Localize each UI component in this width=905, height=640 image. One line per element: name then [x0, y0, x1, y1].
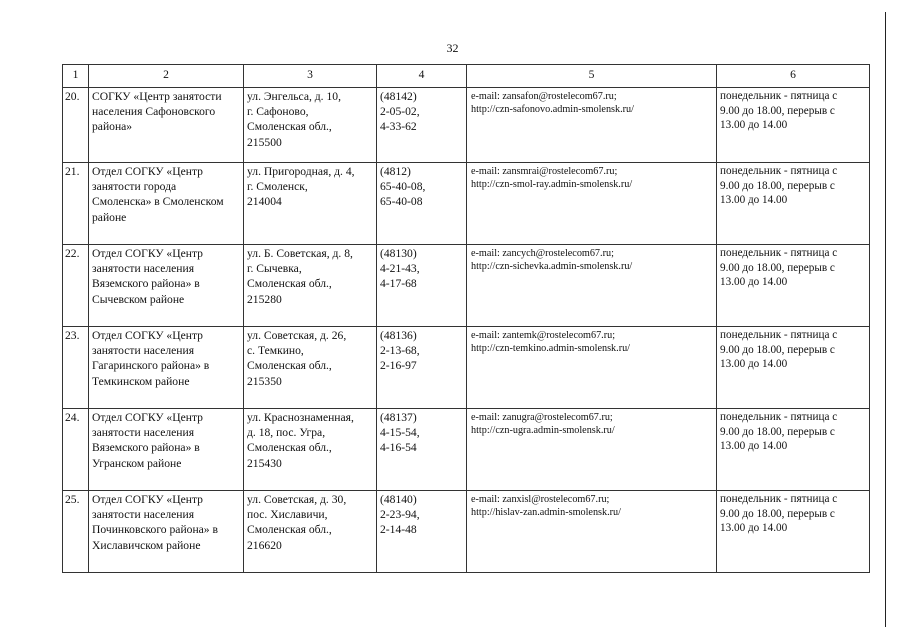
working-hours-cell — [717, 327, 870, 409]
phone-cell — [377, 491, 467, 573]
column-header-address: 3 — [244, 65, 377, 88]
address-line: с. Темкино, — [247, 344, 304, 358]
phone-cell — [377, 327, 467, 409]
table-row — [63, 327, 870, 409]
address-line: г. Сычевка, — [247, 262, 302, 276]
organization-name-line: Отдел СОГКУ «Центр — [92, 247, 203, 260]
phone-cell — [377, 409, 467, 491]
hours-line: понедельник - пятница с — [720, 493, 838, 505]
phone-line: (48142) — [380, 90, 417, 103]
address-line: Смоленская обл., — [247, 120, 332, 134]
table-header-row — [63, 65, 870, 88]
phone-line: 2-23-94, — [380, 508, 420, 522]
phone-cell — [377, 88, 467, 163]
working-hours-cell — [717, 409, 870, 491]
hours-line: 9.00 до 18.00, перерыв с — [720, 343, 835, 356]
address-line: 215350 — [247, 374, 282, 388]
organization-name-line: Вяземского района» в — [92, 277, 200, 291]
column-header-name: 2 — [89, 65, 244, 88]
address-line: Смоленская обл., — [247, 359, 332, 373]
organization-name-line: населения Сафоновского — [92, 105, 216, 119]
phone-line: 2-13-68, — [380, 344, 420, 358]
phone-cell — [377, 245, 467, 327]
contacts-cell — [467, 88, 717, 163]
page-edge-line — [885, 12, 886, 627]
table-row — [63, 88, 870, 163]
address-line: ул. Б. Советская, д. 8, — [247, 247, 353, 260]
email-text: e-mail: zanugra@rostelecom67.ru; — [471, 412, 613, 423]
email-text: e-mail: zanxisl@rostelecom67.ru; — [471, 494, 610, 505]
employment-centers-table — [62, 64, 870, 573]
address-cell — [244, 409, 377, 491]
website-link[interactable]: http://czn-safonovo.admin-smolensk.ru/ — [471, 104, 634, 115]
phone-line: 2-05-02, — [380, 105, 420, 119]
organization-name-cell — [89, 491, 244, 573]
organization-name-line: Хиславичском районе — [92, 538, 201, 552]
organization-name-line: занятости населения — [92, 508, 195, 522]
organization-name-line: Отдел СОГКУ «Центр — [92, 411, 203, 424]
column-header-number: 1 — [63, 65, 89, 88]
website-link[interactable]: http://czn-smol-ray.admin-smolensk.ru/ — [471, 179, 633, 190]
address-line: г. Сафоново, — [247, 105, 309, 119]
hours-line: понедельник - пятница с — [720, 90, 838, 102]
organization-name-line: Отдел СОГКУ «Центр — [92, 493, 203, 506]
organization-name-line: занятости населения — [92, 426, 195, 440]
organization-name-line: Сычевском районе — [92, 292, 185, 306]
table-body — [63, 88, 870, 573]
organization-name-line: Смоленска» в Смоленском — [92, 195, 224, 209]
hours-line: 9.00 до 18.00, перерыв с — [720, 179, 835, 192]
address-line: г. Смоленск, — [247, 180, 308, 194]
hours-line: 9.00 до 18.00, перерыв с — [720, 104, 835, 117]
working-hours-cell — [717, 88, 870, 163]
organization-name-line: района» — [92, 120, 133, 134]
contacts-cell — [467, 327, 717, 409]
hours-line: понедельник - пятница с — [720, 329, 838, 341]
website-link[interactable]: http://hislav-zan.admin-smolensk.ru/ — [471, 507, 621, 518]
address-cell — [244, 163, 377, 245]
hours-line: 13.00 до 14.00 — [720, 276, 788, 289]
organization-name-line: занятости населения — [92, 262, 195, 276]
hours-line: 9.00 до 18.00, перерыв с — [720, 261, 835, 274]
phone-line: 65-40-08 — [380, 195, 423, 209]
phone-line: 65-40-08, — [380, 180, 426, 194]
row-number: 20. — [63, 88, 89, 163]
address-line: ул. Советская, д. 26, — [247, 329, 347, 342]
address-line: ул. Энгельса, д. 10, — [247, 90, 341, 103]
phone-line: 4-17-68 — [380, 277, 417, 291]
hours-line: понедельник - пятница с — [720, 165, 838, 177]
working-hours-cell — [717, 245, 870, 327]
table-row — [63, 163, 870, 245]
table-row — [63, 245, 870, 327]
organization-name-line: Темкинском районе — [92, 374, 190, 388]
column-header-hours: 6 — [717, 65, 870, 88]
phone-line: 4-15-54, — [380, 426, 420, 440]
row-number: 22. — [63, 245, 89, 327]
organization-name-line: Гагаринского района» в — [92, 359, 210, 373]
address-line: Смоленская обл., — [247, 277, 332, 291]
row-number: 21. — [63, 163, 89, 245]
phone-line: 2-16-97 — [380, 359, 417, 373]
hours-line: понедельник - пятница с — [720, 411, 838, 423]
contacts-cell — [467, 163, 717, 245]
address-line: 216620 — [247, 538, 282, 552]
contacts-cell — [467, 409, 717, 491]
contacts-cell — [467, 245, 717, 327]
hours-line: 9.00 до 18.00, перерыв с — [720, 425, 835, 438]
email-text: e-mail: zansmrai@rostelecom67.ru; — [471, 166, 618, 177]
address-line: 215500 — [247, 135, 282, 149]
column-header-phone: 4 — [377, 65, 467, 88]
organization-name-line: занятости города — [92, 180, 177, 194]
table-row — [63, 409, 870, 491]
hours-line: 13.00 до 14.00 — [720, 440, 788, 453]
hours-line: 13.00 до 14.00 — [720, 522, 788, 535]
organization-name-line: районе — [92, 210, 127, 224]
address-line: 215280 — [247, 292, 282, 306]
address-line: 214004 — [247, 195, 282, 209]
phone-line: (48130) — [380, 247, 417, 260]
organization-name-line: СОГКУ «Центр занятости — [92, 90, 222, 103]
organization-name-line: Починковского района» в — [92, 523, 218, 537]
address-line: д. 18, пос. Угра, — [247, 426, 326, 440]
phone-line: (48140) — [380, 493, 417, 506]
table-row — [63, 491, 870, 573]
row-number: 23. — [63, 327, 89, 409]
phone-line: 2-14-48 — [380, 523, 417, 537]
email-text: e-mail: zansafon@rostelecom67.ru; — [471, 91, 617, 102]
email-text: e-mail: zancych@rostelecom67.ru; — [471, 248, 614, 259]
phone-line: 4-33-62 — [380, 120, 417, 134]
phone-line: (4812) — [380, 165, 411, 178]
address-line: ул. Советская, д. 30, — [247, 493, 347, 506]
phone-cell — [377, 163, 467, 245]
address-cell — [244, 327, 377, 409]
organization-name-cell — [89, 245, 244, 327]
working-hours-cell — [717, 163, 870, 245]
hours-line: понедельник - пятница с — [720, 247, 838, 259]
hours-line: 13.00 до 14.00 — [720, 194, 788, 207]
organization-name-line: Вяземского района» в — [92, 441, 200, 455]
website-link[interactable]: http://czn-sichevka.admin-smolensk.ru/ — [471, 261, 633, 272]
phone-line: 4-16-54 — [380, 441, 417, 455]
organization-name-line: Отдел СОГКУ «Центр — [92, 165, 203, 178]
page-number: 32 — [446, 41, 459, 55]
organization-name-cell — [89, 327, 244, 409]
organization-name-line: Угранском районе — [92, 456, 182, 470]
hours-line: 13.00 до 14.00 — [720, 119, 788, 132]
organization-name-cell — [89, 88, 244, 163]
address-cell — [244, 245, 377, 327]
row-number: 25. — [63, 491, 89, 573]
address-line: ул. Пригородная, д. 4, — [247, 165, 355, 178]
phone-line: 4-21-43, — [380, 262, 420, 276]
hours-line: 13.00 до 14.00 — [720, 358, 788, 371]
email-text: e-mail: zantemk@rostelecom67.ru; — [471, 330, 616, 341]
organization-name-line: Отдел СОГКУ «Центр — [92, 329, 203, 342]
phone-line: (48137) — [380, 411, 417, 424]
website-link[interactable]: http://czn-ugra.admin-smolensk.ru/ — [471, 425, 615, 436]
website-link[interactable]: http://czn-temkino.admin-smolensk.ru/ — [471, 343, 631, 354]
address-cell — [244, 88, 377, 163]
contacts-cell — [467, 491, 717, 573]
working-hours-cell — [717, 491, 870, 573]
row-number: 24. — [63, 409, 89, 491]
address-line: ул. Краснознаменная, — [247, 411, 354, 424]
address-line: 215430 — [247, 456, 282, 470]
address-cell — [244, 491, 377, 573]
address-line: пос. Хиславичи, — [247, 508, 328, 522]
address-line: Смоленская обл., — [247, 523, 332, 537]
organization-name-line: занятости населения — [92, 344, 195, 358]
organization-name-cell — [89, 409, 244, 491]
organization-name-cell — [89, 163, 244, 245]
address-line: Смоленская обл., — [247, 441, 332, 455]
hours-line: 9.00 до 18.00, перерыв с — [720, 507, 835, 520]
column-header-contacts: 5 — [467, 65, 717, 88]
phone-line: (48136) — [380, 329, 417, 342]
